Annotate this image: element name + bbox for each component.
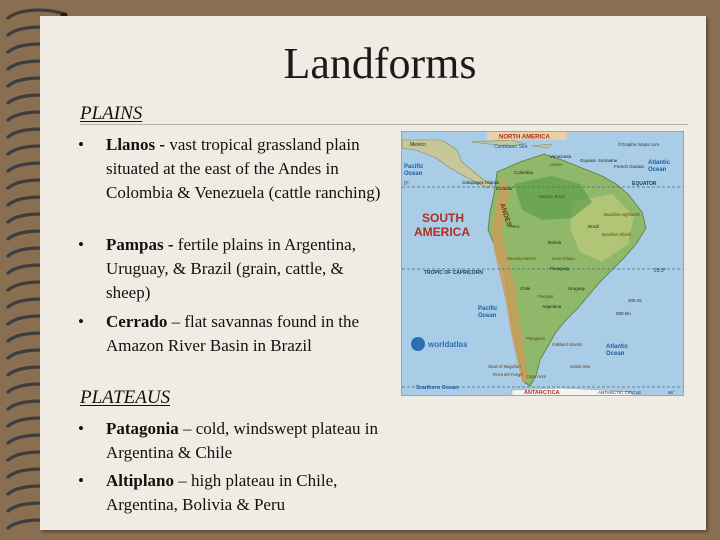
label-pacific-bottom-2: Ocean	[478, 313, 497, 319]
term-separator: –	[167, 312, 185, 331]
label-copyright: ©Graphic Maps.com	[618, 142, 660, 147]
label-pacific-bottom-1: Pacific	[478, 306, 498, 312]
country-label: Colombia	[514, 170, 534, 175]
feature-label: Pampas	[538, 294, 554, 299]
bullet-cerrado	[78, 310, 388, 358]
country-label: Paraguay	[550, 266, 570, 271]
worldatlas-logo	[411, 337, 468, 351]
slide-title: Landforms	[283, 39, 477, 88]
plains-heading: PLAINS	[80, 103, 143, 124]
desc-pampas: fertile plains in Argentina, Uruguay, & Brazil (grain, cattle, & sheep)	[106, 235, 356, 302]
country-label: Bolivia	[548, 240, 562, 245]
label-pacific-top-2: Ocean	[404, 171, 423, 177]
bullet-dot: •	[78, 312, 84, 331]
desc-cerrado: flat savannas found in the Amazon River Basin in Brazil	[106, 312, 360, 355]
country-label: Guyana	[580, 158, 596, 163]
country-label: Peru	[510, 224, 520, 229]
bullet-altiplano	[78, 469, 388, 517]
term-patagonia: Patagonia	[106, 419, 179, 438]
label-tropic: TROPIC OF CAPRICORN	[424, 270, 483, 276]
feature-label: Scotia Sea	[570, 364, 591, 369]
term-separator: –	[174, 471, 192, 490]
feature-label: Falkland Islands	[552, 342, 583, 347]
label-north-america: NORTH AMERICA	[499, 134, 550, 141]
feature-label: Llanos	[550, 162, 563, 167]
country-label: Suriname	[598, 158, 618, 163]
country-label: Venezuela	[550, 154, 572, 159]
feature-label: Cape Horn	[526, 374, 547, 379]
label-scale-km: 600 km	[616, 311, 631, 316]
country-label: French Guiana	[614, 164, 644, 169]
label-antarctic-circle: ANTARCTIC CIRCLE	[598, 390, 642, 395]
desc-altiplano: high plateau in Chile, Argentina, Bolivia & Peru	[106, 471, 338, 514]
label-deg-zero: 0°	[404, 181, 409, 187]
feature-label: Gran Chaco	[552, 256, 575, 261]
feature-label: Patagonia	[526, 336, 545, 341]
map-title-america: AMERICA	[414, 225, 470, 239]
desc-patagonia: cold, windswept plateau in Argentina & Chile	[106, 419, 378, 462]
country-label: Ecuador	[496, 186, 513, 191]
label-equator: EQUATOR	[632, 181, 657, 187]
term-separator: -	[163, 235, 178, 254]
country-label: Galapagos Islands	[462, 180, 500, 185]
bullet-pampas	[78, 233, 388, 305]
feature-label: Atacama Desert	[506, 256, 537, 261]
term-separator: –	[178, 419, 196, 438]
label-atlantic-top-2: Ocean	[648, 167, 667, 173]
feature-label: Brazilian Shield	[602, 232, 631, 237]
bullet-llanos	[78, 133, 388, 205]
term-cerrado: Cerrado	[106, 312, 168, 331]
map-svg	[402, 132, 684, 396]
label-caribbean: Caribbean Sea	[494, 144, 528, 150]
label-brand: worldatlas	[428, 340, 468, 349]
term-pampas: Pampas	[106, 235, 164, 254]
label-andes: ANDES	[498, 202, 513, 228]
desc-llanos: vast tropical grassland plain situated at the east of the Andes in Colombia & Venezuela (cattle ranching)	[106, 135, 381, 202]
label-deg-66: 66°	[668, 390, 675, 395]
feature-label: Strait of Magellan	[488, 364, 521, 369]
label-atlantic-top-1: Atlantic	[648, 160, 671, 166]
label-atlantic-bottom-1: Atlantic	[606, 344, 629, 350]
label-deg-23: 23.5°	[654, 268, 666, 274]
map-title-south: SOUTH	[422, 211, 464, 225]
term-llanos: Llanos	[106, 135, 156, 154]
bullet-dot: •	[78, 135, 84, 154]
label-southern-ocean: Southern Ocean	[416, 385, 459, 391]
label-atlantic-bottom-2: Ocean	[606, 351, 625, 357]
south-america-map	[401, 131, 684, 396]
feature-label: Tierra del Fuego	[492, 372, 523, 377]
term-altiplano: Altiplano	[106, 471, 175, 490]
bullet-dot: •	[78, 419, 84, 438]
plateaus-heading: PLATEAUS	[80, 387, 171, 408]
bullet-dot: •	[78, 471, 84, 490]
bullet-patagonia	[78, 417, 388, 465]
country-label: Uruguay	[568, 286, 586, 291]
bullet-dot: •	[78, 235, 84, 254]
term-separator: -	[155, 135, 170, 154]
label-antarctica: ANTARCTICA	[524, 390, 560, 396]
country-label: Brazil	[588, 224, 600, 229]
label-mexico: Mexico	[410, 142, 426, 148]
title-divider	[80, 124, 688, 125]
feature-label: Brazilian Highlands	[604, 212, 640, 217]
country-label: Chile	[520, 286, 531, 291]
feature-label: Amazon Basin	[538, 194, 565, 199]
country-label: Argentina	[542, 304, 562, 309]
label-scale-mi: 400 mi	[628, 298, 642, 303]
label-pacific-top-1: Pacific	[404, 164, 424, 170]
